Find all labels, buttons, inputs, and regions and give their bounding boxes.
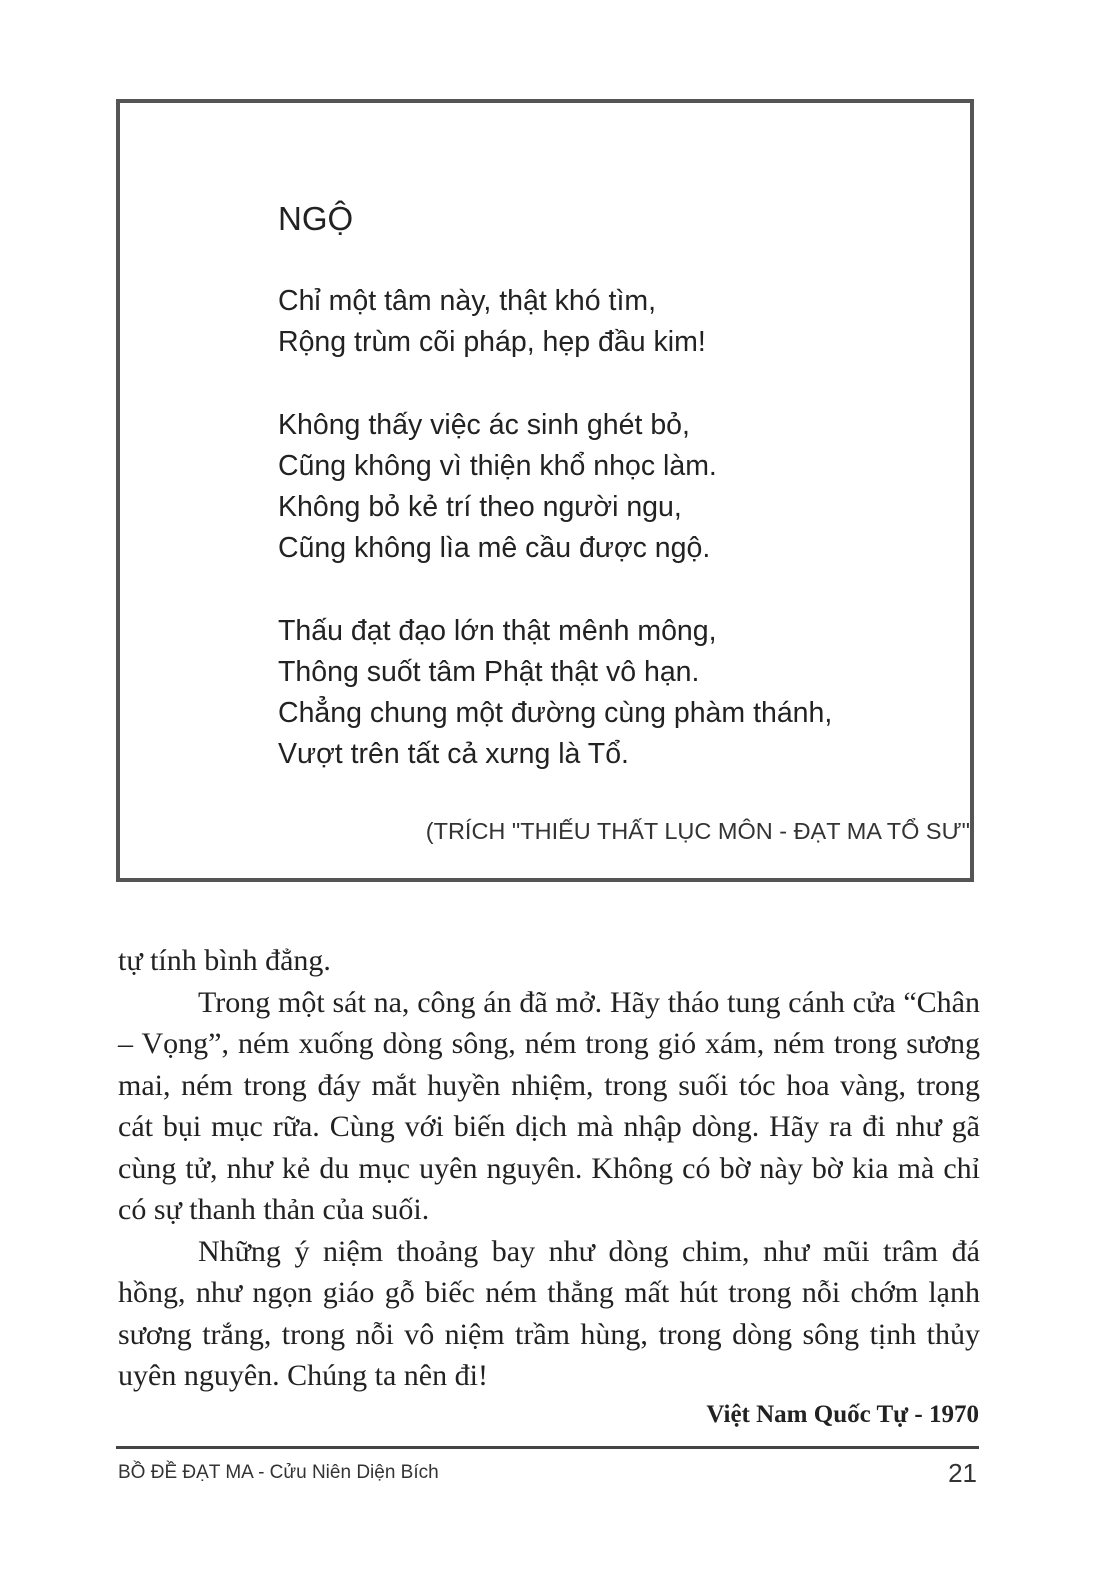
page-number: 21 [948, 1458, 977, 1488]
prose-body [118, 940, 980, 1397]
poem-line: Chỉ một tâm này, thật khó tìm, [278, 285, 657, 317]
poem-stanza-2 [278, 405, 960, 569]
poem-line: Không bỏ kẻ trí theo người ngu, [278, 491, 682, 523]
prose-paragraph: Những ý niệm thoảng bay như dòng chim, như mũi trâm đá hồng, như ngọn giáo gỗ biếc ném thẳng mất hút trong nỗi chớm lạnh sương trắng, trong nỗi vô niệm trầm hùng, trong dòng sông tịnh thủy uyên nguyên. Chúng ta nên đi! [118, 1234, 980, 1392]
poem-box [116, 99, 974, 882]
footer-divider [116, 1446, 979, 1449]
poem-line: Chẳng chung một đường cùng phàm thánh, [278, 697, 833, 729]
poem-stanza-3 [278, 611, 960, 775]
prose-paragraph: tự tính bình đẳng. [118, 944, 331, 977]
poem-stanza-1 [278, 281, 960, 363]
footer-book-title: BỒ ĐỀ ĐẠT MA - Cửu Niên Diện Bích [118, 1462, 439, 1483]
poem-line: Thấu đạt đạo lớn thật mênh mông, [278, 615, 717, 647]
poem-title: NGỘ [278, 200, 354, 237]
signature: Việt Nam Quốc Tự - 1970 [706, 1401, 979, 1428]
poem-line: Cũng không vì thiện khổ nhọc làm. [278, 450, 717, 482]
poem-line: Rộng trùm cõi pháp, hẹp đầu kim! [278, 326, 706, 358]
poem [278, 199, 960, 775]
poem-line: Vượt trên tất cả xưng là Tổ. [278, 738, 629, 770]
poem-line: Thông suốt tâm Phật thật vô hạn. [278, 656, 700, 688]
prose-paragraph: Trong một sát na, công án đã mở. Hãy tháo tung cánh cửa “Chân – Vọng”, ném xuống dòng sông, ném trong gió xám, ném trong sương mai, ném trong đáy mắt huyền nhiệm, trong suối tóc hoa vàng, trong cát bụi mục rữa. Cùng với biến dịch mà nhập dòng. Hãy ra đi như gã cùng tử, như kẻ du mục uyên nguyên. Không có bờ này bờ kia mà chỉ có sự thanh thản của suối. [118, 985, 980, 1226]
poem-line: Cũng không lìa mê cầu được ngộ. [278, 532, 711, 564]
poem-source-citation: (TRÍCH "THIẾU THẤT LỤC MÔN - ĐẠT MA TỔ SƯ" [425, 818, 970, 844]
poem-line: Không thấy việc ác sinh ghét bỏ, [278, 409, 690, 441]
